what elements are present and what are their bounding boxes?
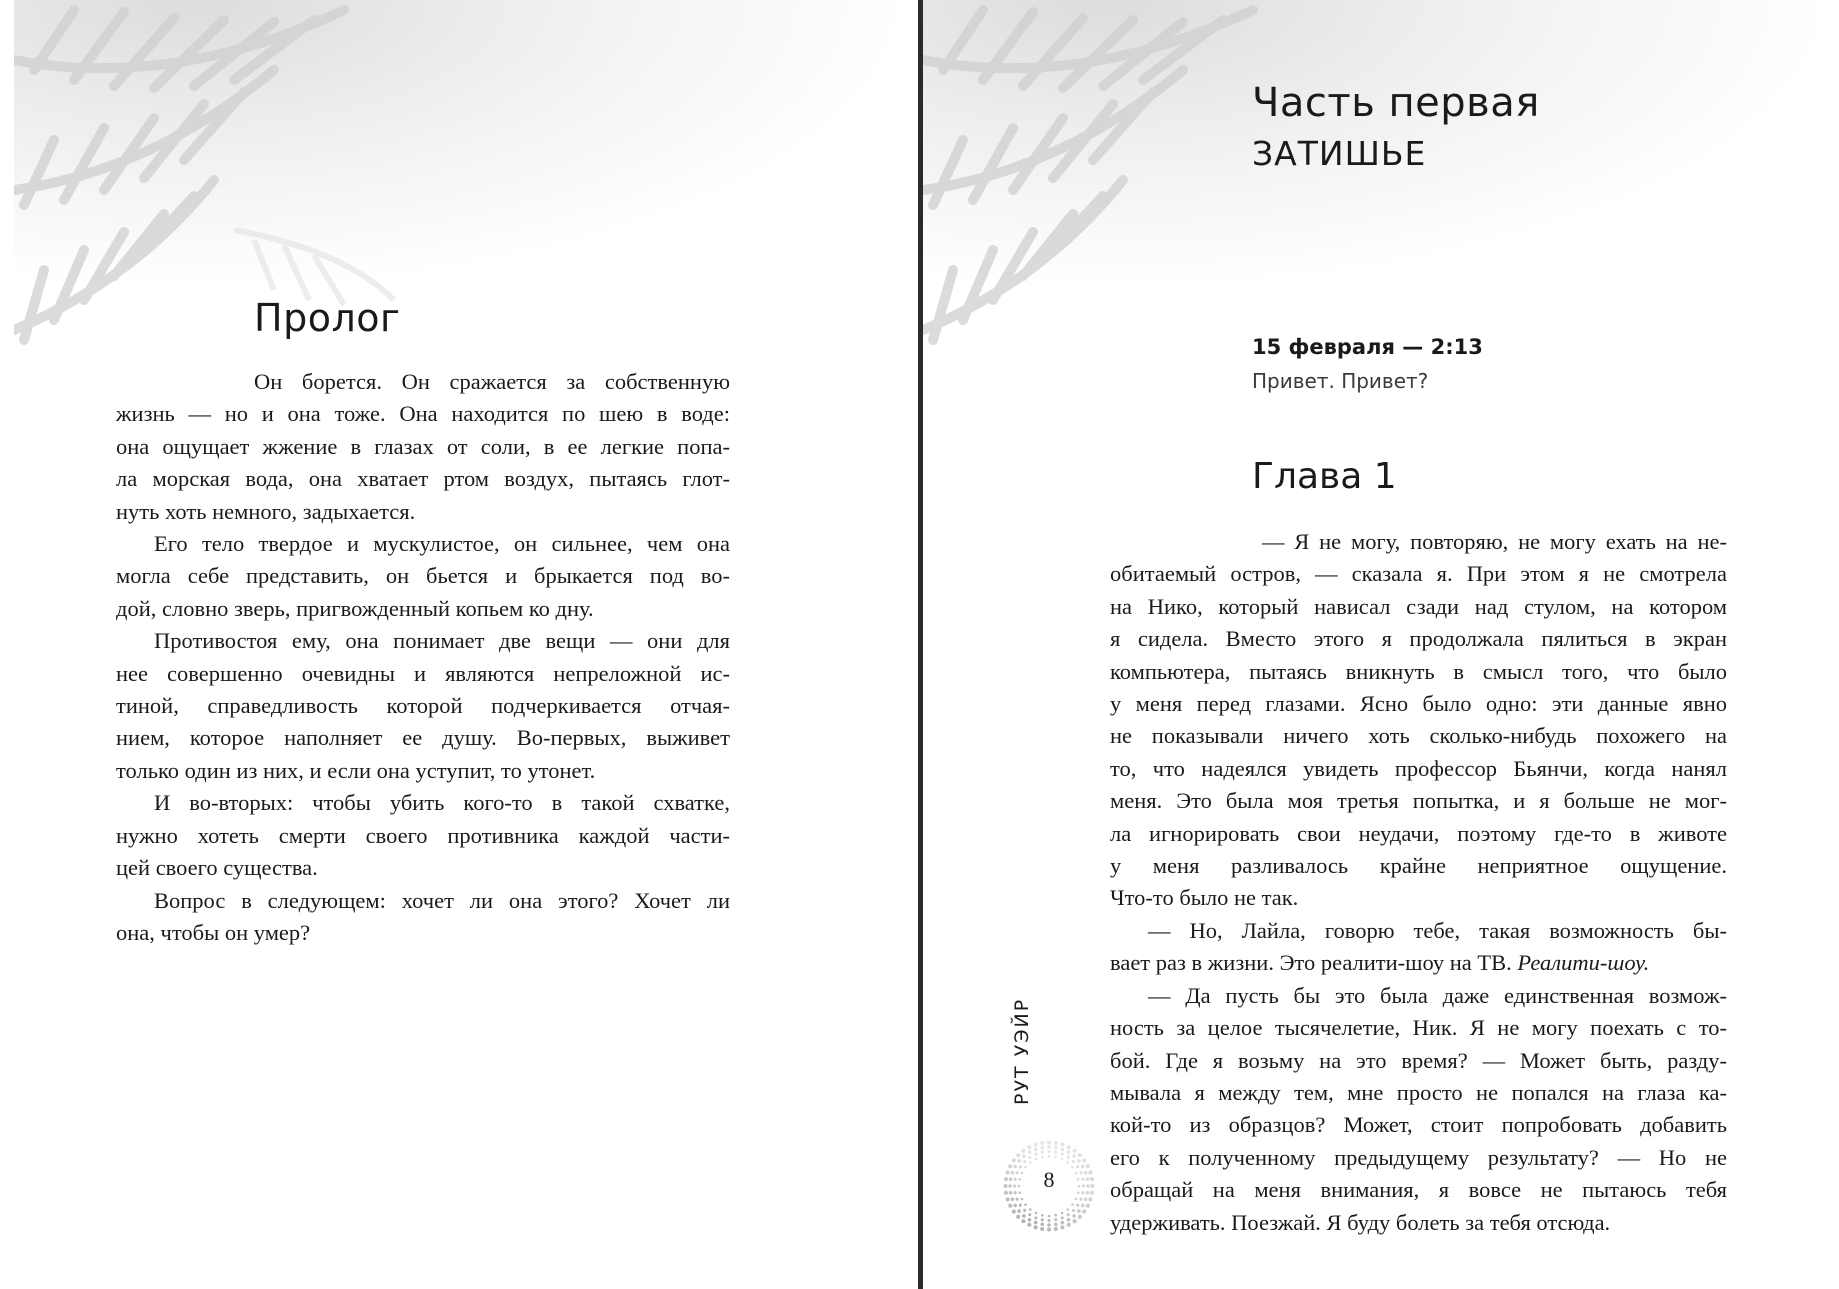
text-line: Его тело твердое и мускулистое, он сильнее, чем она <box>154 531 730 557</box>
text-line: Противостоя ему, она понимает две вещи — они для <box>154 628 730 654</box>
badge-dot <box>1029 1161 1032 1164</box>
text-line: на Нико, который нависал сзади над стулом, на котором <box>1110 593 1727 619</box>
badge-dot <box>1073 1219 1077 1223</box>
badge-dot <box>1034 1216 1037 1219</box>
text-line: мывала я между тем, мне просто не попался на глаза ка- <box>1110 1079 1727 1105</box>
text-line: жизнь — но и она тоже. Она находится по шею в воде: <box>116 401 730 427</box>
badge-dot <box>1047 1145 1051 1149</box>
part-title: Часть первая <box>1252 80 1540 126</box>
badge-dot <box>1027 1223 1031 1227</box>
text-line: то, что надеялся увидеть профессор Бьянчи, когда нанял <box>1110 755 1727 781</box>
text-line: тиной, справедливость которой подчеркивается отчая- <box>116 693 730 719</box>
badge-dot <box>1066 1208 1069 1211</box>
badge-dot <box>1084 1198 1088 1202</box>
badge-dot <box>1021 1149 1025 1153</box>
badge-dot <box>1077 1209 1081 1213</box>
badge-dot <box>1047 1227 1051 1231</box>
badge-dot <box>1040 1227 1044 1231</box>
text-line: не показывали ничего хоть сколько-нибудь похожего на <box>1110 723 1727 749</box>
badge-dot <box>1047 1150 1050 1153</box>
part-subtitle: ЗАТИШЬЕ <box>1252 134 1427 173</box>
prolog-title: Пролог <box>254 296 401 340</box>
badge-dot <box>1022 1154 1026 1158</box>
badge-dot <box>1061 1216 1064 1219</box>
badge-dot <box>1082 1158 1086 1162</box>
badge-dot <box>1041 1151 1044 1154</box>
text-line: Вопрос в следующем: хочет ли она этого? Хочет ли <box>154 887 730 913</box>
badge-dot <box>1054 1156 1057 1159</box>
badge-dot <box>1079 1198 1082 1201</box>
badge-dot <box>1067 1213 1070 1216</box>
text-line: обитаемый остров, — сказала я. При этом я не смотрела <box>1110 561 1727 587</box>
badge-dot <box>1054 1141 1058 1145</box>
text-line: бой. Где я возьму на это время? — Может быть, разду- <box>1110 1047 1727 1073</box>
badge-dot <box>1061 1153 1064 1156</box>
text-line: обращай на меня внимания, я вовсе не пытаюсь тебя <box>1110 1177 1727 1203</box>
text-line: у меня перед глазами. Ясно было одно: эти данные явно <box>1110 691 1727 717</box>
author-name: РУТ УЭЙР <box>1011 997 1033 1105</box>
badge-dot <box>1035 1212 1038 1215</box>
text-line: нее совершенно очевидны и являются непреложной ис- <box>116 660 730 686</box>
badge-dot <box>1012 1210 1016 1214</box>
badge-dot <box>1054 1218 1057 1221</box>
badge-dot <box>1012 1158 1016 1162</box>
text-line: — Я не могу, повторяю, не могу ехать на не- <box>1262 529 1727 554</box>
badge-dot <box>1073 1149 1077 1153</box>
message-text: Привет. Привет? <box>1252 369 1429 393</box>
badge-dot <box>1021 1219 1025 1223</box>
badge-dot <box>1017 1159 1021 1163</box>
badge-dot <box>1041 1218 1044 1221</box>
chapter-title: Глава 1 <box>1252 456 1397 497</box>
text-line: меня. Это была моя третья попытка, и я больше не мог- <box>1110 788 1727 814</box>
badge-dot <box>1034 1225 1038 1229</box>
badge-dot <box>1040 1141 1044 1145</box>
badge-dot <box>1013 1204 1017 1208</box>
badge-dot <box>1034 1153 1037 1156</box>
badge-dot <box>1047 1223 1051 1227</box>
badge-dot <box>1016 1215 1020 1219</box>
badge-dot <box>1017 1209 1021 1213</box>
badge-dot <box>1081 1204 1085 1208</box>
badge-dot <box>1016 1153 1020 1157</box>
badge-dot <box>1054 1227 1058 1231</box>
badge-dot <box>1024 1203 1027 1206</box>
badge-dot <box>1028 1156 1031 1159</box>
badge-dot <box>1023 1209 1026 1212</box>
badge-dot <box>1072 1160 1075 1163</box>
badge-dot <box>1071 1203 1074 1206</box>
badge-dot <box>1041 1214 1044 1217</box>
badge-dot <box>1041 1156 1044 1159</box>
chapter-body <box>1110 526 1727 1239</box>
text-line: кой-то из образцов? Может, стоит попробовать добавить <box>1110 1112 1727 1138</box>
badge-dot <box>1054 1151 1057 1154</box>
text-line: дой, словно зверь, пригвожденный копьем ко дну. <box>116 595 594 621</box>
badge-dot <box>1060 1225 1064 1229</box>
badge-dot <box>1061 1221 1065 1225</box>
badge-dot <box>1078 1215 1082 1219</box>
badge-dot <box>1067 1218 1071 1222</box>
badge-dot <box>1027 1145 1031 1149</box>
badge-dot <box>1008 1204 1012 1208</box>
text-line: нием, которое наполняет ее душу. Во-первых, выживет <box>116 725 730 751</box>
badge-dot <box>1034 1221 1038 1225</box>
badge-dot <box>1082 1210 1086 1214</box>
text-line: И во-вторых: чтобы убить кого-то в такой схватке, <box>154 790 730 816</box>
badge-dot <box>1022 1214 1026 1218</box>
badge-dot <box>1078 1153 1082 1157</box>
text-line: компьютера, пытаясь вникнуть в смысл того, что было <box>1110 658 1727 684</box>
text-line: она, чтобы он умер? <box>116 919 311 945</box>
badge-dot <box>1021 1198 1024 1201</box>
text-line: только один из них, и если она уступит, то утонет. <box>116 757 596 783</box>
badge-dot <box>1077 1159 1081 1163</box>
italic-phrase: Реалити-шоу. <box>1517 950 1650 976</box>
badge-dot <box>1034 1143 1038 1147</box>
badge-dot <box>1023 1160 1026 1163</box>
badge-dot <box>1011 1198 1015 1202</box>
palm-shadow-illustration <box>14 0 904 412</box>
badge-dot <box>1075 1198 1078 1201</box>
text-line: вает раз в жизни. Это реалити-шоу на ТВ. Реалити-шоу. <box>1110 950 1650 976</box>
badge-dot <box>1072 1214 1076 1218</box>
prolog-body <box>116 366 730 949</box>
badge-dot <box>1035 1158 1038 1161</box>
text-line: удерживать. Поезжай. Я буду болеть за тебя отсюда. <box>1110 1209 1611 1235</box>
badge-dot <box>1066 1161 1069 1164</box>
text-line: Что-то было не так. <box>1110 885 1299 911</box>
text-line: нуть хоть немного, задыхается. <box>116 498 416 524</box>
badge-dot <box>1047 1140 1051 1144</box>
badge-dot <box>1088 1197 1092 1201</box>
badge-dot <box>1016 1198 1019 1201</box>
badge-dot <box>1054 1214 1057 1217</box>
badge-dot <box>1028 1150 1032 1154</box>
text-line: у меня разливалось крайне неприятное ощущение. <box>1110 853 1727 879</box>
text-line: ла игнорировать свои неудачи, поэтому где-то в животе <box>1110 820 1727 846</box>
badge-dot <box>1048 1155 1051 1158</box>
badge-dot <box>1048 1215 1051 1218</box>
badge-dot <box>1019 1204 1022 1207</box>
badge-dot <box>1067 1145 1071 1149</box>
badge-dot <box>1029 1208 1032 1211</box>
badge-dot <box>1086 1204 1090 1208</box>
badge-dot <box>1067 1150 1071 1154</box>
badge-dot <box>1040 1223 1044 1227</box>
text-line: ла морская вода, она хватает ртом воздух, пытаясь глот- <box>116 466 730 492</box>
text-line: нужно хотеть смерти своего противника каждой части- <box>116 822 730 848</box>
text-line: — Да пусть бы это была даже единственная возмож- <box>1148 982 1727 1008</box>
date-label: 15 февраля — 2:13 <box>1252 335 1483 359</box>
badge-dot <box>1072 1209 1075 1212</box>
text-line: ность за целое тысячелетие, Ник. Я не могу поехать с то- <box>1110 1015 1727 1041</box>
badge-dot <box>1076 1204 1079 1207</box>
badge-dot <box>1028 1213 1031 1216</box>
badge-dot <box>1067 1156 1070 1159</box>
badge-dot <box>1061 1148 1065 1152</box>
text-line: она ощущает жжение в глазах от соли, в ее легкие попа- <box>116 433 730 459</box>
badge-dot <box>1034 1148 1038 1152</box>
badge-dot <box>1072 1154 1076 1158</box>
text-line: — Но, Лайла, говорю тебе, такая возможность бы- <box>1148 917 1727 943</box>
badge-dot <box>1040 1146 1044 1150</box>
left-page <box>0 0 918 1289</box>
badge-dot <box>1054 1146 1058 1150</box>
badge-dot <box>1060 1143 1064 1147</box>
text-line: могла себе представить, он бьется и брыкается под во- <box>116 563 730 589</box>
badge-dot <box>1067 1223 1071 1227</box>
badge-dot <box>1028 1218 1032 1222</box>
text-line: я сидела. Вместо этого я продолжала пялиться в экран <box>1110 626 1727 652</box>
text-line: его к полученному предыдущему результату? — Но не <box>1110 1144 1727 1170</box>
badge-dot <box>1061 1212 1064 1215</box>
badge-dot <box>1061 1158 1064 1161</box>
page-number: 8 <box>1043 1167 1055 1192</box>
text-line: Он борется. Он сражается за собственную <box>254 369 730 394</box>
badge-dot <box>1054 1223 1058 1227</box>
badge-dot <box>1047 1219 1050 1222</box>
badge-dot <box>1006 1197 1010 1201</box>
text-line: цей своего существа. <box>116 855 318 881</box>
